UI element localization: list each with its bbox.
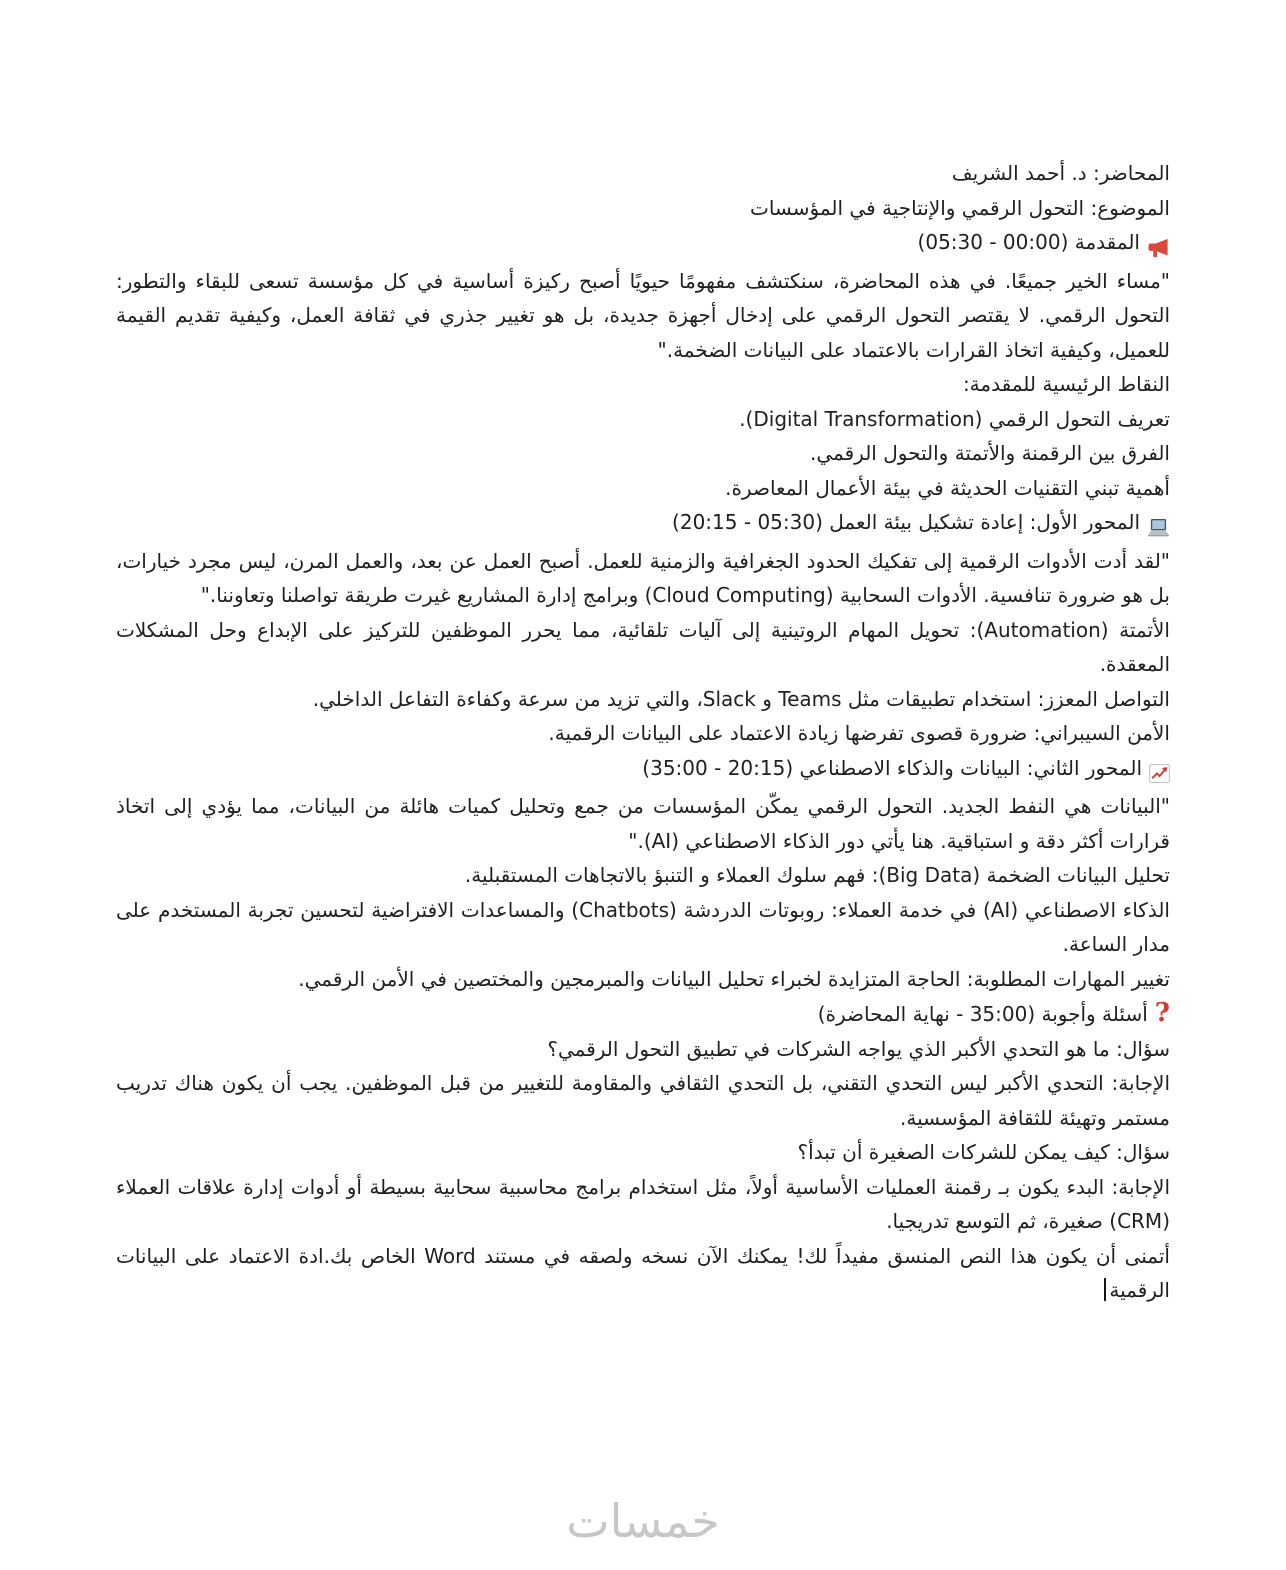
qa-answer: الإجابة: التحدي الأكبر ليس التحدي التقني، بل التحدي الثقافي والمقاومة للتغيير من قبل الموظفين. يجب أن يكون هناك تدريب مستمر وتهيئة للثقافة المؤسسية.	[116, 1071, 1170, 1130]
axis2-quote: "البيانات هي النفط الجديد. التحول الرقمي يمكّن المؤسسات من جمع وتحليل كميات هائلة من البيانات، مما يؤدي إلى اتخاذ قرارات أكثر دقة و استباقية. هنا يأتي دور الذكاء الاصطناعي (AI)."	[116, 794, 1170, 853]
section-heading-axis1	[116, 505, 1170, 544]
axis2-point: تحليل البيانات الضخمة (Big Data): فهم سلوك العملاء و التنبؤ بالاتجاهات المستقبلية.	[464, 863, 1170, 887]
axis1-point: التواصل المعزز: استخدام تطبيقات مثل Teams و Slack، والتي تزيد من سرعة وكفاءة التفاعل الداخلي.	[312, 686, 1170, 711]
document-text-area[interactable]	[116, 156, 1170, 1308]
axis1-point: الأمن السيبراني: ضرورة قصوى تفرضها زيادة الاعتماد على البيانات الرقمية.	[548, 721, 1170, 745]
axis1-point: الأتمتة (Automation): تحويل المهام الروتينية إلى آليات تلقائية، مما يحرر الموظفين للتركيز على الإبداع وحل المشكلات المعقدة.	[116, 617, 1170, 676]
lecturer-line: المحاضر: د. أحمد الشريف	[951, 161, 1170, 185]
laptop-icon	[1147, 509, 1170, 544]
section-heading-text: المحور الأول: إعادة تشكيل بيئة العمل (05:30 - 20:15)	[672, 510, 1140, 534]
khamsat-watermark: خمسات	[566, 1494, 720, 1548]
megaphone-icon	[1147, 229, 1170, 264]
qa-question: سؤال: ما هو التحدي الأكبر الذي يواجه الشركات في تطبيق التحول الرقمي؟	[547, 1036, 1170, 1061]
closing-line	[116, 1239, 1170, 1308]
qa-question: سؤال: كيف يمكن للشركات الصغيرة أن تبدأ؟	[797, 1140, 1170, 1164]
intro-quote: "مساء الخير جميعًا. في هذه المحاضرة، سنكتشف مفهومًا حيويًا أصبح ركيزة أساسية في كل مؤسسة تسعى للبقاء والتطور: التحول الرقمي. لا يقتصر التحول الرقمي على إدخال أجهزة جديدة، بل هو تغيير جذري في ثقافة العمل، وكيفية تقديم القيمة للعميل، وكيفية اتخاذ القرارات بالاعتماد على البيانات الضخمة."	[116, 268, 1170, 362]
section-heading-text: المحور الثاني: البيانات والذكاء الاصطناعي (20:15 - 35:00)	[642, 755, 1142, 780]
intro-points-title: النقاط الرئيسية للمقدمة:	[962, 372, 1170, 396]
section-heading-text: المقدمة (00:00 - 05:30)	[917, 230, 1140, 254]
section-heading-axis2	[116, 751, 1170, 790]
section-heading-qa	[116, 996, 1170, 1032]
intro-point: أهمية تبني التقنيات الحديثة في بيئة الأعمال المعاصرة.	[725, 475, 1170, 500]
qa-answer: الإجابة: البدء يكون بـ رقمنة العمليات الأساسية أولاً، مثل استخدام برامج محاسبية سحابية بسيطة أو أدوات إدارة علاقات العملاء (CRM) صغيرة، ثم التوسع تدريجيا.	[116, 1174, 1170, 1233]
intro-point: الفرق بين الرقمنة والأتمتة والتحول الرقمي.	[810, 441, 1170, 465]
chart-up-icon	[1149, 755, 1170, 790]
section-heading-text: أسئلة وأجوبة (35:00 - نهاية المحاضرة)	[817, 1002, 1148, 1026]
axis1-quote: "لقد أدت الأدوات الرقمية إلى تفكيك الحدود الجغرافية والزمنية للعمل. أصبح العمل عن بعد، والعمل المرن، ليس مجرد خيارات، بل هو ضرورة تنافسية. الأدوات السحابية (Cloud Computing) وبرامج إدارة المشاريع غيرت طريقة تواصلنا وتعاوننا."	[116, 548, 1170, 607]
axis2-point: تغيير المهارات المطلوبة: الحاجة المتزايدة لخبراء تحليل البيانات والمبرمجين والمختصين في الأمن الرقمي.	[298, 966, 1170, 991]
section-heading-introduction	[116, 225, 1170, 264]
topic-line: الموضوع: التحول الرقمي والإنتاجية في المؤسسات	[750, 195, 1170, 220]
closing-text: أتمنى أن يكون هذا النص المنسق مفيداً لك! يمكنك الآن نسخه ولصقه في مستند Word الخاص بك.ادة الاعتماد على البيانات الرقمية	[116, 1243, 1170, 1302]
intro-point: تعريف التحول الرقمي (Digital Transformation).	[739, 406, 1170, 431]
question-mark-icon: ?	[1154, 998, 1170, 1028]
axis2-point: الذكاء الاصطناعي (AI) في خدمة العملاء: روبوتات الدردشة (Chatbots) والمساعدات الافتراضية لتحسين تجربة المستخدم على مدار الساعة.	[116, 897, 1170, 956]
text-cursor	[1104, 1278, 1106, 1301]
